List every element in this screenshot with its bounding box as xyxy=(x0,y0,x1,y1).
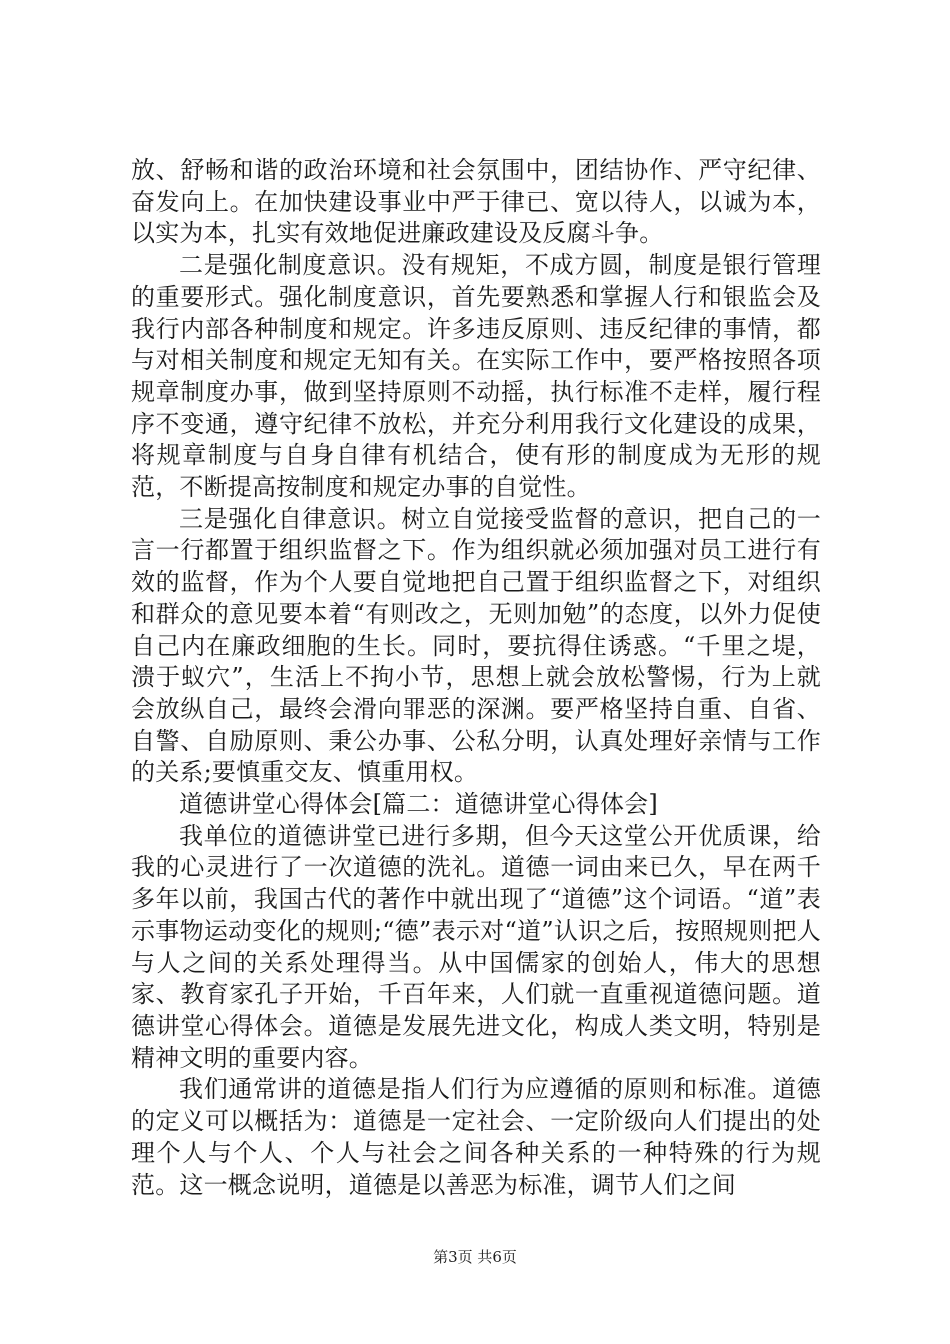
paragraph-2: 二是强化制度意识。没有规矩，不成方圆，制度是银行管理的重要形式。强化制度意识，首先要熟悉和掌握人行和银监会及我行内部各种制度和规定。许多违反原则、违反纪律的事情，都与对相关制度和规定无知有关。在实际工作中，要严格按照各项规章制度办事，做到坚持原则不动摇，执行标准不走样，履行程序不变通，遵守纪律不放松，并充分利用我行文化建设的成果，将规章制度与自身自律有机结合，使有形的制度成为无形的规范，不断提高按制度和规定办事的自觉性。 xyxy=(131,251,821,502)
paragraph-5: 我们通常讲的道德是指人们行为应遵循的原则和标准。道德的定义可以概括为：道德是一定社会、一定阶级向人们提出的处理个人与个人、个人与社会之间各种关系的一种特殊的行为规范。这一概念说明，道德是以善恶为标准，调节人们之间 xyxy=(131,1075,821,1199)
paragraph-1: 放、舒畅和谐的政治环境和社会氛围中，团结协作、严守纪律、奋发向上。在加快建设事业中严于律已、宽以待人，以诚为本，以实为本，扎实有效地促进廉政建设及反腐斗争。 xyxy=(131,156,821,248)
paragraph-3: 三是强化自律意识。树立自觉接受监督的意识，把自己的一言一行都置于组织监督之下。作为组织就必须加强对员工进行有效的监督，作为个人要自觉地把自己置于组织监督之下，对组织和群众的意见要本着“有则改之，无则加勉”的态度，以外力促使自己内在廉政细胞的生长。同时，要抗得住诱惑。“千里之堤，溃于蚁穴”，生活上不拘小节，思想上就会放松警惕，行为上就会放纵自己，最终会滑向罪恶的深渊。要严格坚持自重、自省、自警、自励原则、秉公办事、公私分明，认真处理好亲情与工作的关系;要慎重交友、慎重用权。 xyxy=(131,504,821,787)
document-body xyxy=(131,155,821,1201)
page-footer: 第3页 共6页 xyxy=(433,1248,517,1266)
section-heading: 道德讲堂心得体会[篇二：道德讲堂心得体会] xyxy=(179,790,658,819)
paragraph-4: 我单位的道德讲堂已进行多期，但今天这堂公开优质课，给我的心灵进行了一次道德的洗礼。道德一词由来已久，早在两千多年以前，我国古代的著作中就出现了“道德”这个词语。“道”表示事物运动变化的规则;“德”表示对“道”认识之后，按照规则把人与人之间的关系处理得当。从中国儒家的创始人，伟大的思想家、教育家孔子开始，千百年来，人们就一直重视道德问题。道德讲堂心得体会。道德是发展先进文化，构成人类文明，特别是精神文明的重要内容。 xyxy=(131,821,821,1072)
